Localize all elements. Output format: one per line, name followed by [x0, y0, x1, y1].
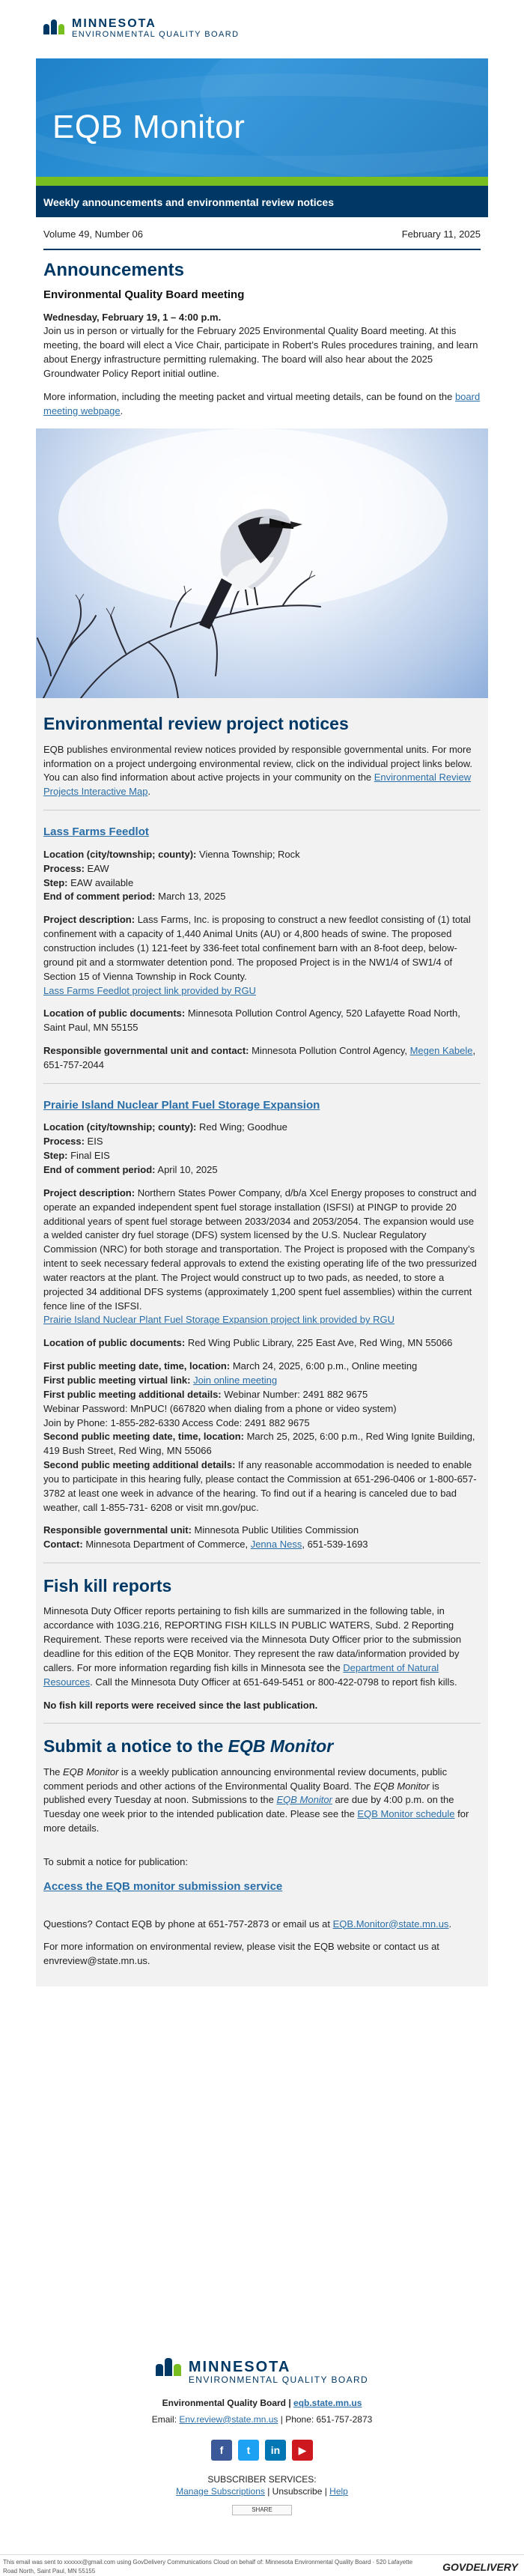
minnesota-logo-icon [43, 18, 66, 34]
unsubscribe-link[interactable]: Unsubscribe [272, 2485, 323, 2497]
logo-board-text: ENVIRONMENTAL QUALITY BOARD [188, 2375, 369, 2385]
divider [43, 1083, 481, 1084]
minnesota-logo-icon [156, 2360, 183, 2376]
project-description: Project description: Lass Farms, Inc. is proposing to construct a new feedlot consisting of (1) total confinement with a capacity of 1,440 Animal Units (AU) or 4,800 heads of swine. The proposed construction includes (1) 121-feet by 336-feet total confinement barn with an 8-foot deep, below-ground pit and a stormwater detention pond. The proposed Project is in the NW1/4 of SW1/4 of Section 15 of Vienna Township in Rock County. Lass Farms Feedlot project link provided by RGU [43, 914, 471, 996]
logo-board-text: ENVIRONMENTAL QUALITY BOARD [72, 30, 240, 39]
announcements-section [36, 258, 488, 418]
project-notice-prairie-island: Prairie Island Nuclear Plant Fuel Storage Expansion Location (city/township; county): Red Wing; Goodhue Process: EIS Step: Final EIS End of comment period: April 10, 2025 Project description: Northern States Power Company, d/b/a Xcel Energy proposes to construct and operate an expanded independent spent fuel storage installation (ISFSI) at PINGP to provide 20 additional years of spent fuel storage between 2033/2034 and 2053/2054. The expansion would use a welded canister dry fuel storage (DFS) system licensed by the U.S. Nuclear Regulatory Commission (NRC) for both storage and transportation. The Project is proposed with the Company’s intent to seek necessary federal approvals to extend the existing operating life of the two pressurized water reactors at the plant. The Project would construct up to two pads, as needed, to store a projected 34 additional DFS systems (approximately 1,200 spent fuel assemblies) within the current fence line of the ISFSI. Prairie Island Nuclear Plant Fuel Storage Expansion project link provided by RGU Location of public documents: Red Wing Public Library, 225 East Ave, Red Wing, MN 55066 First public meeting date, time, location: March 24, 2025, 6:00 p.m., Online meeting First public meeting virtual link: Join online meeting First public meeting additional details: Webinar Number: 2491 882 9675 Webinar Password: MnPUC! (667820 when dialing from a phone or video system) Join by Phone: 1-855-282-6330 Access Code: 2491 882 9675 Second public meeting date, time, location: March 25, 2025, 6:00 p.m., Red Wing Ignite Building, 419 Bush Street, Red Wing, MN 55066 Second public meeting additional details: If any reasonable accommodation is needed to enable you to participate in this hearing fully, please contact the Commission at 651-296-0406 or 1-800-657-3782 at least one week in advance of the hearing. To find out if a hearing is canceled due to bad weather, call 1-855-731- 6208 or visit mn.gov/puc. Responsible governmental unit: Minnesota Public Utilities Commission Contact: Minnesota Department of Commerce, Jenna Ness, 651-539-1693 [43, 1097, 481, 1552]
envreview-email-link[interactable]: Env.review@state.mn.us [179, 2413, 278, 2425]
fish-kill-section [43, 1574, 481, 1712]
project-process: EIS [84, 1136, 103, 1148]
project-title-link[interactable]: Lass Farms Feedlot [43, 825, 149, 839]
contact-link[interactable]: Jenna Ness [250, 1539, 302, 1551]
help-link[interactable]: Help [329, 2485, 348, 2497]
monitor-email-link[interactable]: EQB.Monitor@state.mn.us [332, 1918, 449, 1930]
eqb-monitor-banner [36, 58, 488, 177]
join-online-meeting-link[interactable]: Join online meeting [193, 1374, 278, 1386]
eqb-monitor-link[interactable]: EQB Monitor [276, 1794, 332, 1806]
project-title-link[interactable]: Prairie Island Nuclear Plant Fuel Storage Expansion [43, 1098, 320, 1112]
env-review-intro: EQB publishes environmental review notices provided by responsible governmental units. For more information on a project undergoing environmental review, click on the individual project links below. You can also find information about active projects in your community on the Environmental Review Projects Interactive Map. [43, 743, 473, 798]
logo-state-text: MINNESOTA [72, 17, 156, 30]
project-documents: Location of public documents: Red Wing Public Library, 225 East Ave, Red Wing, MN 55066 [43, 1337, 453, 1349]
footer [36, 2315, 488, 2515]
email-body [36, 0, 488, 1986]
project-rgu-contact: Responsible governmental unit and contact: Minnesota Pollution Control Agency, Megen Kabele, 651-757-2044 [43, 1045, 476, 1070]
questions-text: Questions? Contact EQB by phone at 651-757-2873 or email us at EQB.Monitor@state.mn.us. [43, 1918, 452, 1930]
monitor-schedule-link[interactable]: EQB Monitor schedule [357, 1808, 455, 1820]
project-end-date: March 13, 2025 [155, 891, 226, 903]
manage-subscriptions-link[interactable]: Manage Subscriptions [176, 2485, 265, 2497]
meeting-title: Environmental Quality Board meeting [43, 288, 245, 301]
share-button[interactable]: SHARE [232, 2505, 292, 2515]
project-rgu-link[interactable]: Prairie Island Nuclear Plant Fuel Storage Expansion project link provided by RGU [43, 1314, 394, 1326]
project-description: Project description: Northern States Power Company, d/b/a Xcel Energy proposes to construct and operate an expanded independent spent fuel storage installation (ISFSI) at PINGP to provide 20 additional years of spent fuel storage between 2033/2034 and 2053/2054. The expansion would use a welded canister dry fuel storage (DFS) system licensed by the U.S. Nuclear Regulatory Commission (NRC) for both storage and transportation. The Project is proposed with the Company’s intent to seek necessary federal approvals to extend the existing operating life of the two pressurized water reactors at the plant. The Project would construct up to two pads, as needed, to store a projected 34 additional DFS systems (approximately 1,200 spent fuel assemblies) within the current fence line of the ISFSI. Prairie Island Nuclear Plant Fuel Storage Expansion project link provided by RGU [43, 1187, 477, 1326]
more-info-text: For more information on environmental review, please visit the EQB website or contact us at envreview@state.mn.us. [43, 1941, 439, 1967]
environmental-review-section [36, 698, 488, 1986]
meeting-description: Join us in person or virtually for the February 2025 Environmental Quality Board meeting. At this meeting, the board will elect a Vice Chair, participate in Robert’s Rules procedures training, and learn about Energy infrastructure permitting rulemaking. The board will also hear about the 2025 Groundwater Policy Report initial outline. [43, 325, 478, 379]
issue-volume: Volume 49, Number 06 [43, 228, 143, 240]
youtube-icon[interactable]: ▶ [292, 2440, 313, 2461]
footer-contact: Email: Env.review@state.mn.us | Phone: 651-757-2873 [151, 2413, 373, 2425]
eqb-website-link[interactable]: eqb.state.mn.us [293, 2398, 362, 2409]
announcements-heading: Announcements [43, 260, 185, 280]
fish-kill-none: No fish kill reports were received since the last publication. [43, 1699, 318, 1711]
submission-service-link[interactable]: Access the EQB monitor submission service [43, 1879, 283, 1893]
footer-org: Environmental Quality Board | eqb.state.mn.us [162, 2398, 362, 2409]
govdelivery-logo: GOVDELIVERY [442, 2561, 518, 2573]
twitter-icon[interactable]: t [238, 2440, 259, 2461]
header-logo[interactable] [36, 0, 488, 58]
social-links [36, 2440, 488, 2461]
project-documents: Location of public documents: Minnesota Pollution Control Agency, 520 Lafayette Road North, Saint Paul, MN 55155 [43, 1007, 460, 1034]
public-meetings: First public meeting date, time, location: March 24, 2025, 6:00 p.m., Online meeting First public meeting virtual link: Join online meeting First public meeting additional details: Webinar Number: 2491 882 9675 Webinar Password: MnPUC! (667820 when dialing from a phone or video system) Join by Phone: 1-855-282-6330 Access Code: 2491 882 9675 Second public meeting date, time, location: March 25, 2025, 6:00 p.m., Red Wing Ignite Building, 419 Bush Street, Red Wing, MN 55066 Second public meeting additional details: If any reasonable accommodation is needed to enable you to participate in this hearing fully, please contact the Commission at 651-296-0406 or 1-800-657-3782 at least one week in advance of the hearing. To find out if a hearing is canceled due to bad weather, call 1-855-731- 6208 or visit mn.gov/puc. [43, 1360, 477, 1513]
issue-date: February 11, 2025 [401, 228, 481, 240]
shrike-bird-photo [36, 428, 488, 698]
meeting-more-info: More information, including the meeting packet and virtual meeting details, can be found on the board meeting webpage. [43, 390, 481, 416]
interactive-map-link[interactable]: Environmental Review Projects Interactive Map [43, 772, 472, 798]
project-notice-lass-farms: Lass Farms Feedlot Location (city/township; county): Vienna Township; Rock Process: EAW Step: EAW available End of comment period: March 13, 2025 Project description: Lass Farms, Inc. is proposing to construct a new feedlot consisting of (1) total confinement with a capacity of 1,440 Animal Units (AU) or 4,800 heads of swine. The proposed construction includes (1) 121-feet by 336-feet total confinement barn with an 8-foot deep, below-ground pit and a stormwater detention pond. The proposed Project is in the NW1/4 of SW1/4 of Section 15 of Vienna Township in Rock County. Lass Farms Feedlot project link provided by RGU Location of public documents: Minnesota Pollution Control Agency, 520 Lafayette Road North, Saint Paul, MN 55155 Responsible governmental unit and contact: Minnesota Pollution Control Agency, Megen Kabele, 651-757-2044 [43, 824, 481, 1073]
submit-heading: Submit a notice to the EQB Monitor [43, 1736, 334, 1757]
contact-link[interactable]: Megen Kabele [409, 1045, 473, 1057]
fish-kill-heading: Fish kill reports [43, 1576, 172, 1596]
fish-kill-text: Minnesota Duty Officer reports pertaining to fish kills are summarized in the following table, in accordance with 103G.216, REPORTING FISH KILLS IN PUBLIC WATERS, Subd. 2 Reporting Requirement. These reports were received via the Minnesota Duty Officer prior to the submission deadline for this edition of the EQB Monitor. They represent the raw data/information provided by callers. For more information regarding fish kills in Minnesota see the Department of Natural Resources. Call the Minnesota Duty Officer at 651-649-5451 or 800-422-0798 to report fish kills. [43, 1605, 462, 1688]
linkedin-icon[interactable]: in [265, 2440, 286, 2461]
env-review-heading: Environmental review project notices [43, 714, 349, 734]
project-step: EAW available [67, 876, 134, 888]
dnr-link[interactable]: Department of Natural Resources [43, 1661, 439, 1688]
logo-state-text: MINNESOTA [188, 2359, 291, 2375]
project-location: Red Wing; Goodhue [196, 1121, 287, 1133]
banner-subtitle: Weekly announcements and environmental review notices [36, 186, 488, 217]
submit-notice-section [43, 1734, 481, 1969]
project-end-date: April 10, 2025 [155, 1164, 218, 1176]
board-meeting-link[interactable]: board meeting webpage [43, 390, 481, 416]
delivery-text: This email was sent to xxxxxx@gmail.com using GovDelivery Communications Cloud on behalf of: Minnesota Environmental Quality Board · 520 Lafayette Road North, Saint Paul, MN 55155 [3, 2559, 413, 2575]
subscriber-services: SUBSCRIBER SERVICES: Manage Subscriptions | Unsubscribe | Help [176, 2474, 348, 2497]
project-location: Vienna Township; Rock [196, 848, 300, 860]
project-rgu-link[interactable]: Lass Farms Feedlot project link provided by RGU [43, 984, 256, 996]
banner-stripe [36, 177, 488, 186]
facebook-icon[interactable]: f [211, 2440, 232, 2461]
to-submit-label: To submit a notice for publication: [43, 1855, 188, 1867]
issue-info [36, 217, 488, 249]
divider [43, 1723, 481, 1724]
divider [43, 249, 481, 250]
project-process: EAW [84, 862, 109, 874]
project-step: Final EIS [67, 1150, 110, 1162]
project-rgu-contact: Responsible governmental unit: Minnesota Public Utilities Commission Contact: Minnesota Department of Commerce, Jenna Ness, 651-539-1693 [43, 1524, 368, 1551]
submit-description: The EQB Monitor is a weekly publication announcing environmental review documents, public comment periods and other actions of the Environmental Quality Board. The EQB Monitor is published every Tuesday at noon. Submissions to the EQB Monitor are due by 4:00 p.m. on the Tuesday one week prior to the intended publication date. Please see the EQB Monitor schedule for more details. [43, 1766, 469, 1834]
delivery-footer [0, 2554, 524, 2576]
banner-title: EQB Monitor [52, 109, 246, 145]
meeting-when: Wednesday, February 19, 1 – 4:00 p.m. [43, 311, 222, 323]
